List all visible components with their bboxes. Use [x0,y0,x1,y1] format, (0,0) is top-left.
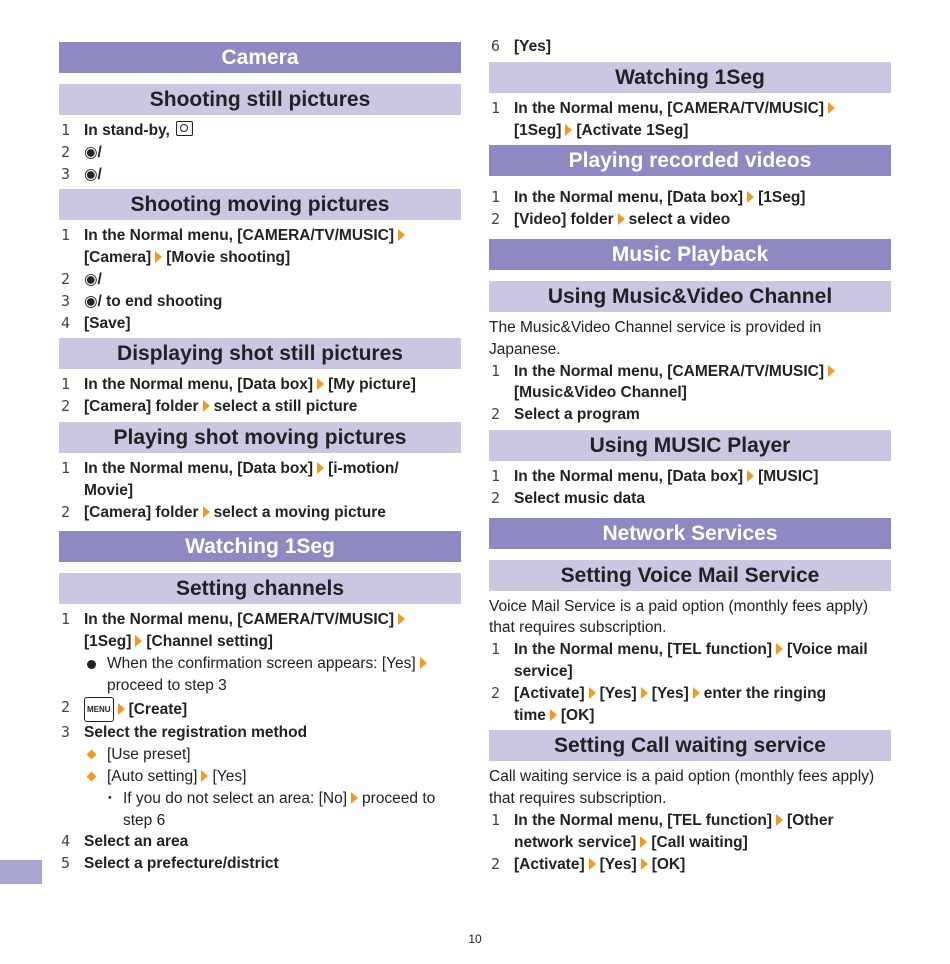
heading-displaying: Displaying shot still pictures [59,338,461,369]
arrow-icon [203,506,210,518]
step-2: 2 ◉/ [61,269,102,288]
step-2: 2 MENU [Create] [59,697,461,723]
section-camera: Camera [59,42,461,73]
left-column [59,38,461,875]
diamond-icon [87,750,97,760]
heading-using-mvc: Using Music&Video Channel [489,281,891,312]
step-3: 3 Select the registration method [61,723,308,742]
arrow-icon [398,229,405,241]
arrow-icon [317,462,324,474]
heading-shooting-moving: Shooting moving pictures [59,189,461,220]
step-1: 1 In the Normal menu, [Data box] [MUSIC] [491,466,819,485]
step-1: 1 In stand-by, [59,120,461,142]
section-watching: Watching 1Seg [59,531,461,562]
arrow-icon [118,703,125,715]
page-number: 10 [468,932,482,946]
step-2: 2 Select a program [491,405,640,424]
arrow-icon [201,770,208,782]
mvc-description: The Music&Video Channel service is provided in Japanese. [489,318,822,358]
arrow-icon [550,709,557,721]
arrow-icon [317,378,324,390]
arrow-icon [420,657,427,669]
heading-shooting-still: Shooting still pictures [59,84,461,115]
heading-setting-channels: Setting channels [59,573,461,604]
arrow-icon [747,191,754,203]
arrow-icon [398,613,405,625]
step-6: 6 [Yes] [491,37,552,55]
step-4: 4 Select an area [61,832,189,851]
bullet-note: When the confirmation screen appears: [Yes] proceed to step 3 [59,653,461,697]
arrow-icon [589,858,596,870]
step-2: 2 Select music data [491,488,645,507]
step-1: 1 In the Normal menu, [Data box] [My picture] [61,375,416,394]
option-auto-setting: [Auto setting] [Yes] [59,766,461,788]
step-2: 2 [Video] folder select a video [491,210,731,229]
step-2: 2 [Camera] folder select a still picture [61,397,358,416]
arrow-icon [693,687,700,699]
sub-note: ･ If you do not select an area: [No] proceed to step 6 [106,789,436,829]
right-column [489,36,891,875]
step-2: 2 [Activate] [Yes] [Yes] enter the ringing time [OK] [491,683,827,724]
arrow-icon [589,687,596,699]
section-network: Network Services [489,518,891,549]
step-1: 1 In the Normal menu, [CAMERA/TV/MUSIC] [Camera] [Movie shooting] [59,225,461,269]
heading-using-player: Using MUSIC Player [489,430,891,461]
step-2: 2 ◉/ [61,142,102,161]
vm-description: Voice Mail Service is a paid option (monthly fees apply) that requires subscription. [489,597,869,637]
step-2: 2 [Activate] [Yes] [OK] [491,854,686,873]
side-tab [0,860,42,884]
arrow-icon [776,814,783,826]
arrow-icon [640,836,647,848]
arrow-icon [618,213,625,225]
arrow-icon [828,102,835,114]
step-1: 1 In the Normal menu, [CAMERA/TV/MUSIC] [1Seg] [Activate 1Seg] [489,98,891,142]
heading-playing-moving: Playing shot moving pictures [59,422,461,453]
step-2: 2 [Camera] folder select a moving picture [61,502,386,521]
arrow-icon [203,400,210,412]
section-music-playback: Music Playback [489,239,891,270]
heading-call-waiting: Setting Call waiting service [489,730,891,761]
camera-icon [176,121,193,136]
step-5: 5 Select a prefecture/district [61,854,279,873]
option-use-preset: [Use preset] [59,744,461,766]
step-1: 1 In the Normal menu, [TEL function] [Other network service] [Call waiting] [491,810,834,851]
heading-voice-mail: Setting Voice Mail Service [489,560,891,591]
arrow-icon [747,470,754,482]
heading-watching-1seg: Watching 1Seg [489,62,891,93]
heading-playing-recorded: Playing recorded videos [489,145,891,176]
step-1: 1 In the Normal menu, [CAMERA/TV/MUSIC] [1Seg] [Channel setting] [59,609,461,653]
step-1: 1 In the Normal menu, [TEL function] [Voice mail service] [491,640,868,680]
arrow-icon [565,124,572,136]
arrow-icon [776,643,783,655]
step-1: 1 In the Normal menu, [CAMERA/TV/MUSIC] [Music&Video Channel] [489,361,891,405]
diamond-icon [87,771,97,781]
step-3: 3 ◉/ to end shooting [61,291,223,310]
step-4: 4 [Save] [61,313,131,332]
arrow-icon [828,365,835,377]
arrow-icon [641,687,648,699]
step-1: 1 In the Normal menu, [Data box] [1Seg] [491,188,806,207]
step-3: 3 ◉/ [61,164,102,183]
arrow-icon [155,251,162,263]
arrow-icon [351,792,358,804]
menu-key-icon: MENU [84,697,114,723]
arrow-icon [641,858,648,870]
step-1: 1 In the Normal menu, [Data box] [i-motion/ Movie] [61,458,399,499]
arrow-icon [135,635,142,647]
cw-description: Call waiting service is a paid option (monthly fees apply) that requires subscription. [489,768,875,808]
